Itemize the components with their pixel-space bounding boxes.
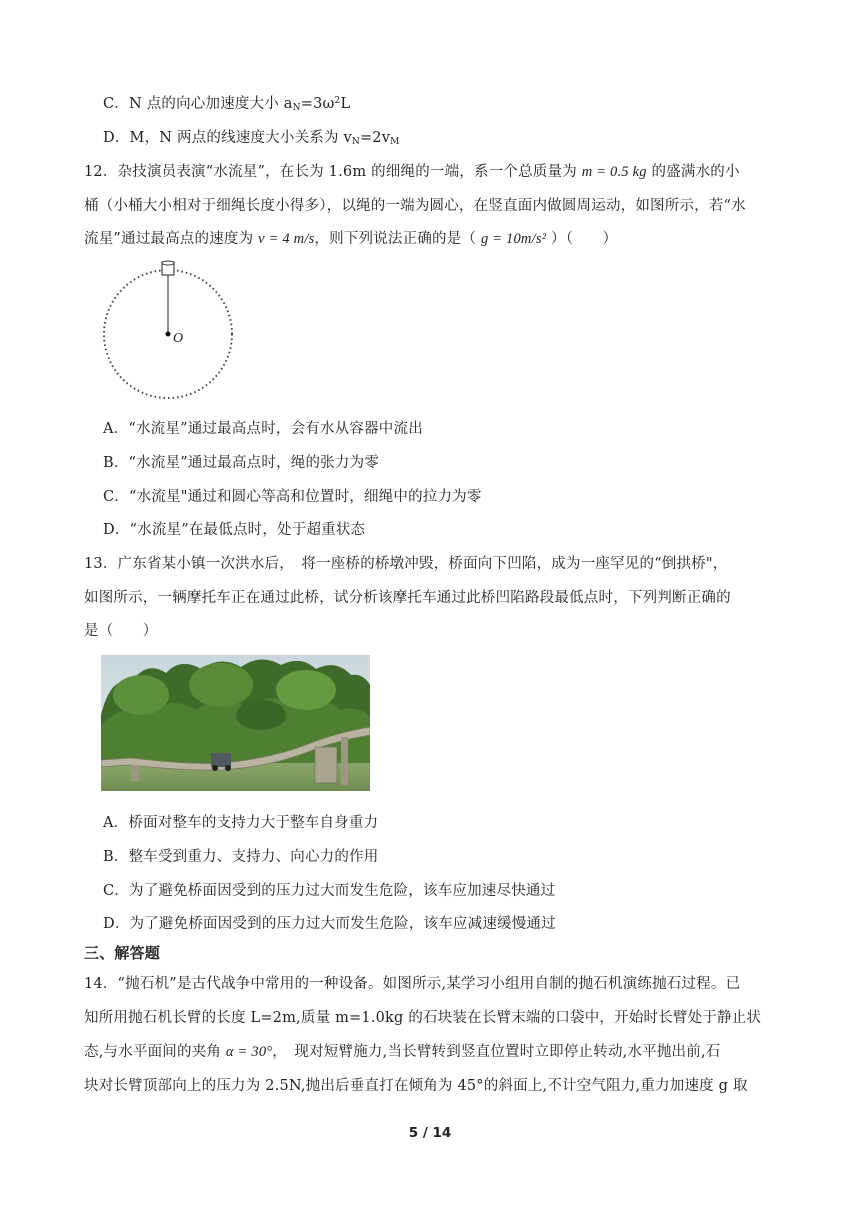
q12-stem-line1: 12．杂技演员表演“水流星”，在长为 1.6m 的细绳的一端，系一个总质量为 m = 0.5 kg 的盛满水的小 <box>84 164 740 180</box>
bucket-icon <box>162 261 174 275</box>
q12-stem-line3: 流星”通过最高点的速度为 v = 4 m/s，则下列说法正确的是（ g = 10m/s² ）（ ） <box>84 231 618 247</box>
q12-option-d: D．“水流星”在最低点时，处于超重状态 <box>103 522 366 538</box>
center-point <box>166 332 171 337</box>
q14-stem-line3: 态,与水平面间的夹角 α = 30°， 现对短臂施力,当长臂转到竖直位置时立即停止转动,水平抛出前,石 <box>84 1044 721 1060</box>
q12-stem-line2: 桶（小桶大小相对于细绳长度小得多），以绳的一端为圆心，在竖直面内做圆周运动，如图所示，若“水 <box>84 198 746 214</box>
q11-option-c: C．N 点的向心加速度大小 $a_N=3\omega^2L$ <box>103 96 351 113</box>
q13-stem-line1: 13．广东省某小镇一次洪水后， 将一座桥的桥墩冲毁，桥面向下凹陷，成为一座罕见的“倒拱桥"， <box>84 556 728 572</box>
q13-option-a: A．桥面对整车的支持力大于整车自身重力 <box>103 815 379 831</box>
q14-stem-line4: 块对长臂顶部向上的压力为 2.5N,抛出后垂直打在倾角为 45°的斜面上,不计空气阻力,重力加速度 g 取 <box>84 1078 748 1094</box>
q13-option-b: B．整车受到重力、支持力、向心力的作用 <box>103 849 379 865</box>
q12-option-b: B．“水流星”通过最高点时，绳的张力为零 <box>103 455 379 471</box>
q13-option-d: D．为了避免桥面因受到的压力过大而发生危险，该车应减速缓慢通过 <box>103 916 556 932</box>
q13-stem-line2: 如图所示，一辆摩托车正在通过此桥，试分析该摩托车通过此桥凹陷路段最低点时，下列判断正确的 <box>84 590 731 606</box>
q13-stem-line3: 是（ ） <box>84 623 158 639</box>
section-title: 三、解答题 <box>84 944 161 962</box>
inverted-arch-bridge-photo <box>101 655 370 791</box>
page-number: 5 / 14 <box>408 1125 452 1141</box>
q12-option-a: A．“水流星”通过最高点时，会有水从容器中流出 <box>103 421 423 437</box>
q11-option-d: D．M，N 两点的线速度大小关系为 $v_N=2v_M$ <box>103 130 400 147</box>
water-star-figure <box>100 258 240 402</box>
q14-stem-line2: 知所用抛石机长臂的长度 L=2m,质量 m=1.0kg 的石块装在长臂末端的口袋中，开始时长臂处于静止状 <box>84 1010 762 1026</box>
q13-option-c: C．为了避免桥面因受到的压力过大而发生危险，该车应加速尽快通过 <box>103 883 556 899</box>
q12-option-c: C．“水流星"通过和圆心等高和位置时，细绳中的拉力为零 <box>103 489 482 505</box>
q14-stem-line1: 14．“抛石机”是古代战争中常用的一种设备。如图所示,某学习小组用自制的抛石机演练抛石过程。已 <box>84 976 741 992</box>
center-label: O <box>173 331 184 346</box>
